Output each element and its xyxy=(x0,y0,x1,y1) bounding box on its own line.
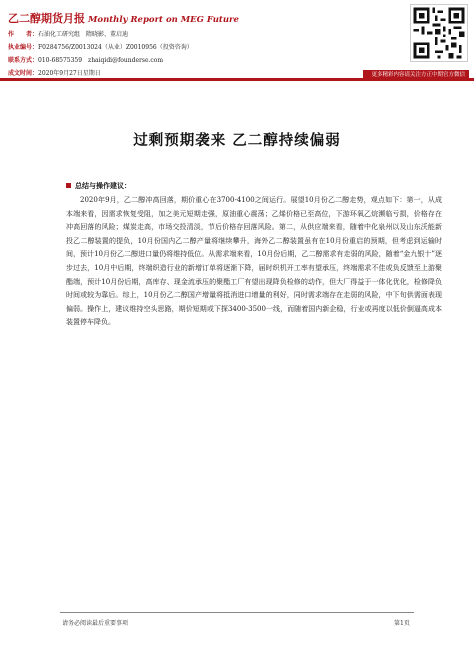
report-title-en: Monthly Report on MEG Future xyxy=(88,15,239,25)
meta-date: 成文时间：2020年9月27日星期日 xyxy=(8,70,101,77)
section-heading-text: 总结与操作建议： xyxy=(75,181,131,190)
footer-disclaimer: 请务必阅读最后重要事项 xyxy=(62,620,129,627)
header-divider xyxy=(0,78,474,81)
meta-author: 作 者：石油化工研究组 隋晓影、董启迪 xyxy=(8,31,129,38)
summary-text: 2020年9月，乙二醇冲高回落，期价重心在3700-4100之间运行。展望10月份乙二醇走势，观点如下：第一，从成本端来看，因需求恢复受阻，加之美元短期走强，原油重心震荡；乙烯价格已至高位，下游环氧乙烷濒临亏损，价格存在冲高回落的风险；煤炭走高，市场交投清淡，节后价格存回落风险。第二，从供应端来看，随着中化泉州以及山东沃能新投乙二醇装置的提负，10月份国内乙二醇产量将继续攀升，海外乙二醇装置虽有在10月份重启的预期，但考虑到运输时间，预计10月份乙二醇进口量仍将维持低位。从需求端来看，10月份后期，乙二醇需求有走弱的风险，随着“金九银十”逐步过去，10月中后期，终端织造行业的新增订单将逐渐下降，届时织机开工率有望承压，终端需求不佳或负反馈至上游聚酯端，预计10月份后期，高库存、现金流承压的聚酯工厂有望出现降负检修的动作，但大厂得益于一体化优化，检修降负时间或较为靠后。综上，10月份乙二醇国产增量将抵消进口增量的利好，同时需求端存在走弱的风险，中下旬供需面表现偏弱。操作上，建议维持空头思路，期价短期或下探3400-3500一线，而随着国内新企稳，行业或再度以低价倒逼高成本装置停车降负。 xyxy=(66,196,442,327)
author-meta xyxy=(8,28,193,80)
report-title-cn: 乙二醇期货月报 xyxy=(8,12,85,25)
qr-code-icon xyxy=(410,4,468,62)
page-number: 第1页 xyxy=(394,620,410,627)
meta-license: 执业编号：F0284756/Z0013024（从业）Z0010956（投资咨询） xyxy=(8,44,193,51)
page-headline: 过剩预期袭来 乙二醇持续偏弱 xyxy=(133,132,341,149)
summary-paragraph xyxy=(66,194,442,330)
footer-divider xyxy=(60,612,414,613)
wechat-follow-note: 更多精彩内容请关注方正中期官方微信 xyxy=(363,70,469,80)
meta-contact: 联系方式：010-68575359 zhaiqidi@founderse.com xyxy=(8,57,164,64)
section-heading xyxy=(66,181,131,191)
bullet-square-icon xyxy=(66,183,71,188)
report-title xyxy=(8,10,239,26)
